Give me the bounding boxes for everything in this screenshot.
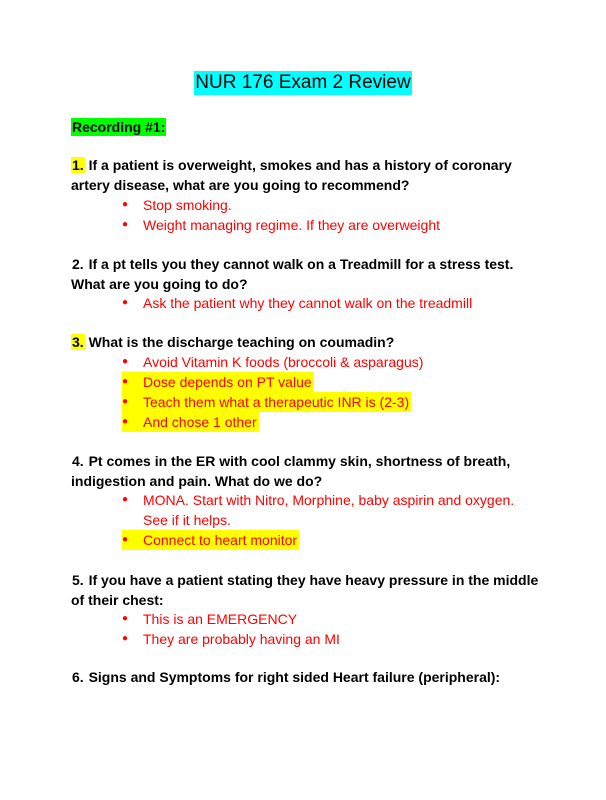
question-number: 5.: [72, 572, 84, 588]
answer-text: Teach them what a therapeutic INR is (2-3): [143, 394, 410, 410]
bullet-icon: ●: [122, 416, 129, 427]
question-4: [71, 451, 541, 491]
page-title: NUR 176 Exam 2 Review: [195, 72, 411, 93]
answer-item: [122, 490, 542, 530]
answer-text: Dose depends on PT value: [143, 374, 312, 390]
answer-item: [122, 530, 299, 550]
answer-list-2: [122, 293, 542, 313]
answer-text: And chose 1 other: [143, 414, 257, 430]
bullet-icon: ●: [122, 633, 129, 644]
bullet-icon: ●: [122, 494, 129, 505]
question-number: 6.: [72, 669, 84, 685]
bullet-icon: ●: [122, 534, 129, 545]
section-label: Recording #1:: [72, 119, 166, 135]
answer-item: [122, 215, 542, 235]
title-container: [0, 71, 606, 95]
question-number: 1.: [72, 157, 84, 173]
question-text: If you have a patient stating they have heavy pressure in the middle of their chest:: [71, 572, 539, 608]
answer-list-3: [122, 352, 542, 432]
answer-item: [122, 629, 542, 649]
question-number: 2.: [72, 256, 84, 272]
question-5: [71, 570, 541, 610]
answer-text: Weight managing regime. If they are overweight: [143, 217, 441, 233]
question-text: What is the discharge teaching on coumadin?: [84, 334, 395, 350]
question-text: If a patient is overweight, smokes and has a history of coronary artery disease, what are you going to recommend?: [71, 157, 512, 193]
answer-item: [122, 293, 542, 313]
answer-list-5: [122, 609, 542, 649]
question-text: Pt comes in the ER with cool clammy skin, shortness of breath, indigestion and pain. What do we do?: [71, 453, 511, 489]
answer-text: Stop smoking.: [143, 197, 232, 213]
question-1: [71, 155, 541, 195]
answer-item: [122, 609, 542, 629]
bullet-icon: ●: [122, 613, 129, 624]
bullet-icon: ●: [122, 199, 129, 210]
answer-text: They are probably having an MI: [143, 631, 340, 647]
question-3: [71, 332, 541, 352]
bullet-icon: ●: [122, 356, 129, 367]
answer-text: This is an EMERGENCY: [143, 611, 298, 627]
answer-item: [122, 352, 542, 372]
question-number: 3.: [72, 334, 84, 350]
answer-text: Avoid Vitamin K foods (broccoli & asparagus): [143, 354, 424, 370]
answer-item: [122, 195, 542, 215]
question-text: If a pt tells you they cannot walk on a Treadmill for a stress test. What are you going to do?: [71, 256, 514, 292]
question-2: [71, 254, 541, 294]
answer-text: Ask the patient why they cannot walk on the treadmill: [143, 295, 473, 311]
answer-list-1: [122, 195, 542, 235]
question-6: [71, 667, 541, 687]
answer-item: [122, 412, 259, 432]
bullet-icon: ●: [122, 297, 129, 308]
answer-text: Connect to heart monitor: [143, 532, 298, 548]
question-text: Signs and Symptoms for right sided Heart failure (peripheral):: [84, 669, 501, 685]
answer-list-4: [122, 490, 542, 550]
bullet-icon: ●: [122, 376, 129, 387]
bullet-icon: ●: [122, 219, 129, 230]
answer-item: [122, 392, 411, 412]
bullet-icon: ●: [122, 396, 129, 407]
question-number: 4.: [72, 453, 84, 469]
answer-text: MONA. Start with Nitro, Morphine, baby aspirin and oxygen. See if it helps.: [143, 492, 515, 528]
answer-item: [122, 372, 314, 392]
